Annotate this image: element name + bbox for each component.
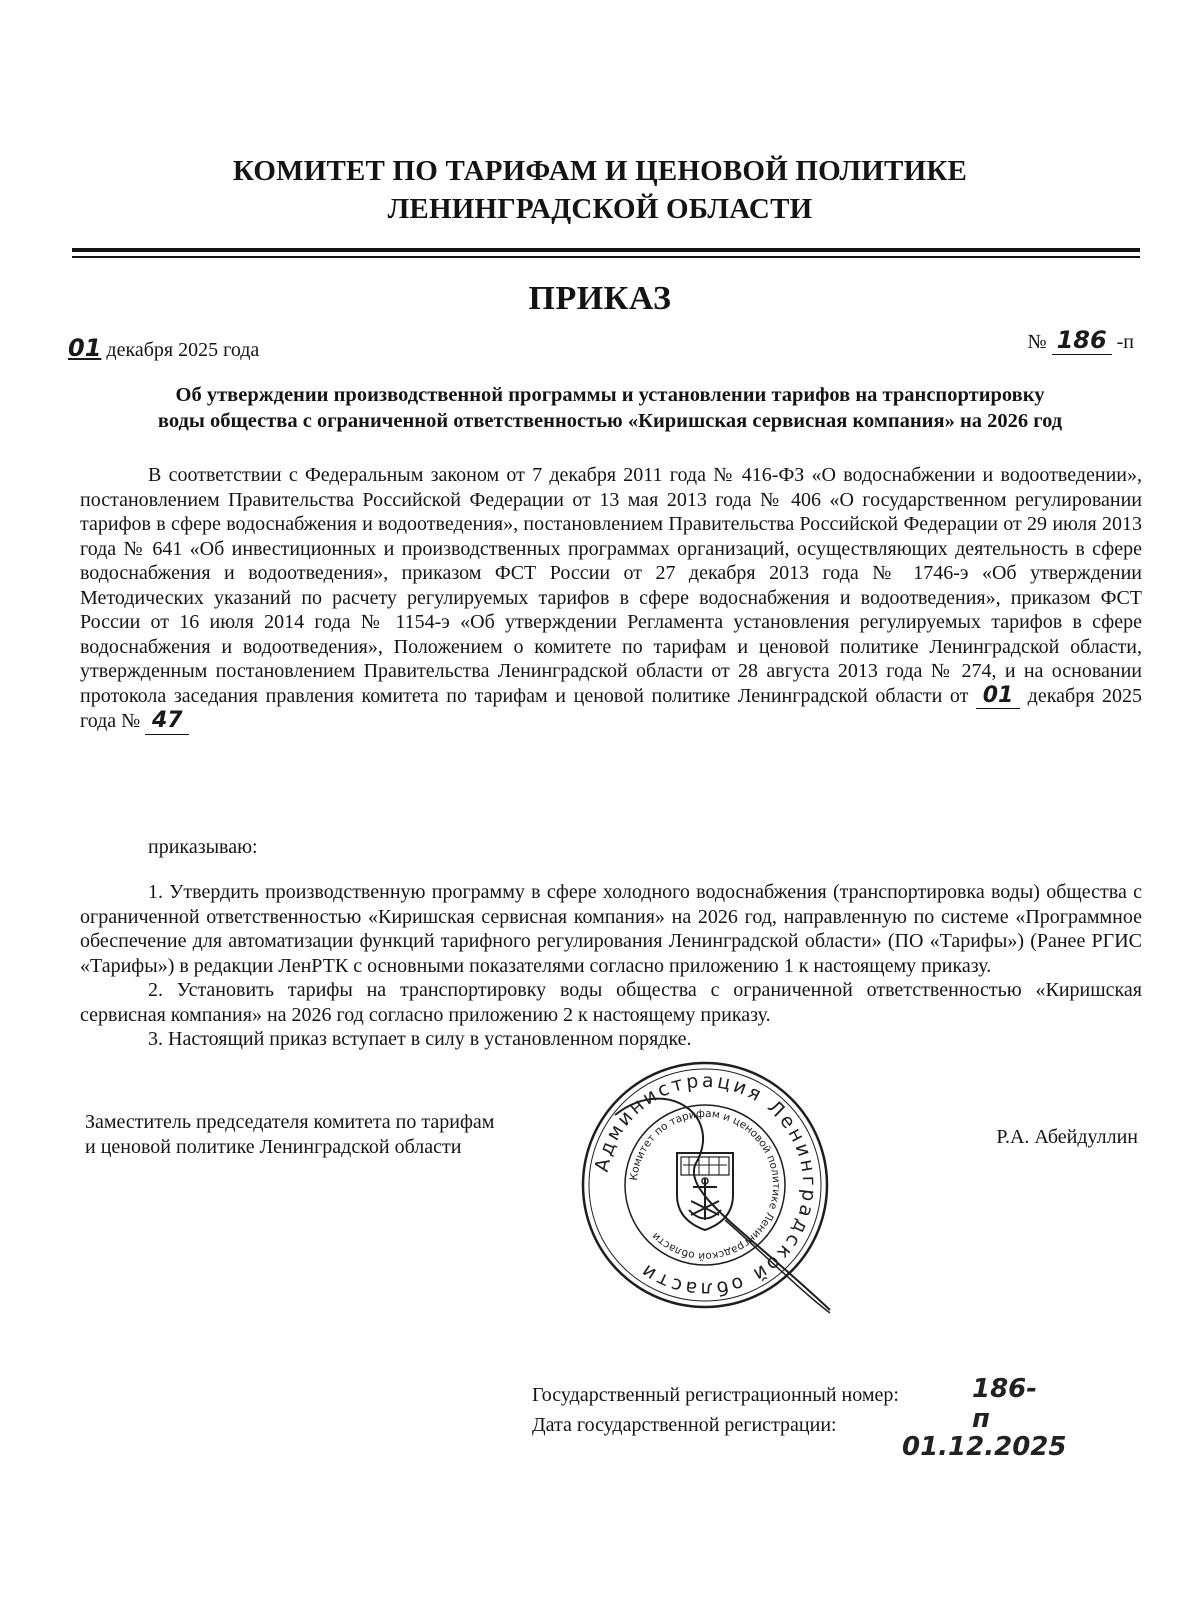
- header-rule-thin: [72, 256, 1140, 258]
- order-number-suffix: -п: [1116, 331, 1134, 353]
- order-subject-line1: Об утверждении производственной программы и установлении тарифов на транспортировку: [175, 384, 1045, 406]
- order-number: [1028, 326, 1134, 355]
- preamble-paragraph: [80, 463, 1142, 735]
- organization-title-line1: КОМИТЕТ ПО ТАРИФАМ И ЦЕНОВОЙ ПОЛИТИКЕ: [232, 155, 968, 187]
- registration-date-row: [532, 1410, 1067, 1462]
- order-item: 3. Настоящий приказ вступает в силу в установленном порядке.: [148, 1028, 692, 1050]
- order-number-prefix: №: [1027, 331, 1047, 353]
- organization-title-line2: ЛЕНИНГРАДСКОЙ ОБЛАСТИ: [387, 193, 813, 225]
- seal-outer-text: Администрация Ленинградской области: [590, 1069, 821, 1301]
- order-date: [68, 334, 259, 362]
- order-subject-line2: воды общества с ограниченной ответственностью «Киришская сервисная компания» на 2026 год: [157, 410, 1063, 432]
- header-rule-thick: [72, 248, 1140, 252]
- registration-date-value: 01.12.2025: [902, 1432, 1067, 1462]
- seal-inner-text: Комитет по тарифам и ценовой политике Ленинградской области: [628, 1107, 783, 1263]
- signer-name: Р.А. Абейдуллин: [996, 1126, 1138, 1148]
- protocol-number-value: 47: [151, 708, 183, 733]
- registration-number-label: Государственный регистрационный номер:: [532, 1384, 899, 1406]
- registration-date-label: Дата государственной регистрации:: [532, 1414, 837, 1436]
- coat-of-arms-icon: [677, 1153, 733, 1230]
- organization-title: [0, 152, 1200, 228]
- order-date-rest: декабря 2025 года: [106, 339, 260, 361]
- protocol-day-value: 01: [982, 682, 1014, 708]
- order-date-day: 01: [68, 334, 102, 362]
- order-number-value: 186: [1052, 326, 1112, 355]
- decree-word: приказываю:: [148, 836, 258, 858]
- document-type: ПРИКАЗ: [528, 280, 672, 317]
- order-items: [80, 880, 1142, 1052]
- signer-position: [85, 1110, 494, 1160]
- preamble-text: В соответствии с Федеральным законом от 7 декабря 2011 года № 416-ФЗ «О водоснабжении и водоотведении», постановлением Правительства Российской Федерации от 13 мая 2013 года № 406 «О государственном регулировании тарифов в сфере водоснабжения и водоотведения», постановлением Правительства Российской Федерации от 29 июля 2013 года № 641 «Об инвестиционных и производственных программах организаций, осуществляющих деятельность в сфере водоснабжения и водоотведения», приказом ФСТ России от 27 декабря 2013 года № 1746-э «Об утверждении Методических указаний по расчету регулируемых тарифов в сфере водоснабжения и водоотведения», приказом ФСТ России от 16 июля 2014 года № 1154-э «Об утверждении Регламента установления регулируемых тарифов в сфере водоснабжения и водоотведения», Положением о комитете по тарифам и ценовой политике Ленинградской области, утвержденным постановлением Правительства Ленинградской области от 28 августа 2013 года № 274, и на основании протокола заседания правления комитета по тарифам и ценовой политике Ленинградской области от: [80, 464, 1142, 707]
- order-item: 1. Утвердить производственную программу в сфере холодного водоснабжения (транспортировка воды) общества с ограниченной ответственностью «Киришская сервисная компания» на 2026 год, направленную по системе «Программное обеспечение для автоматизации функций тарифного регулирования Ленинградской области» (ПО «Тарифы») (Ранее РГИС «Тарифы») в редакции ЛенРТК с основными показателями согласно приложению 1 к настоящему приказу.: [80, 881, 1142, 977]
- signer-position-line1: Заместитель председателя комитета по тарифам: [85, 1111, 495, 1133]
- protocol-day-field: [976, 684, 1020, 710]
- order-subject: [80, 382, 1140, 434]
- registration-block: [532, 1374, 1067, 1462]
- signer-position-line2: и ценовой политике Ленинградской области: [85, 1136, 462, 1158]
- preamble-text-end: декабря 2025 года №: [80, 684, 1143, 732]
- registration-number-value: 186-п: [972, 1374, 1038, 1434]
- order-item: 2. Установить тарифы на транспортировку воды общества с ограниченной ответственностью «Киришская сервисная компания» на 2026 год согласно приложению 2 к настоящему приказу.: [80, 979, 1142, 1026]
- official-seal-icon: [575, 1055, 835, 1320]
- protocol-number-field: [145, 709, 189, 735]
